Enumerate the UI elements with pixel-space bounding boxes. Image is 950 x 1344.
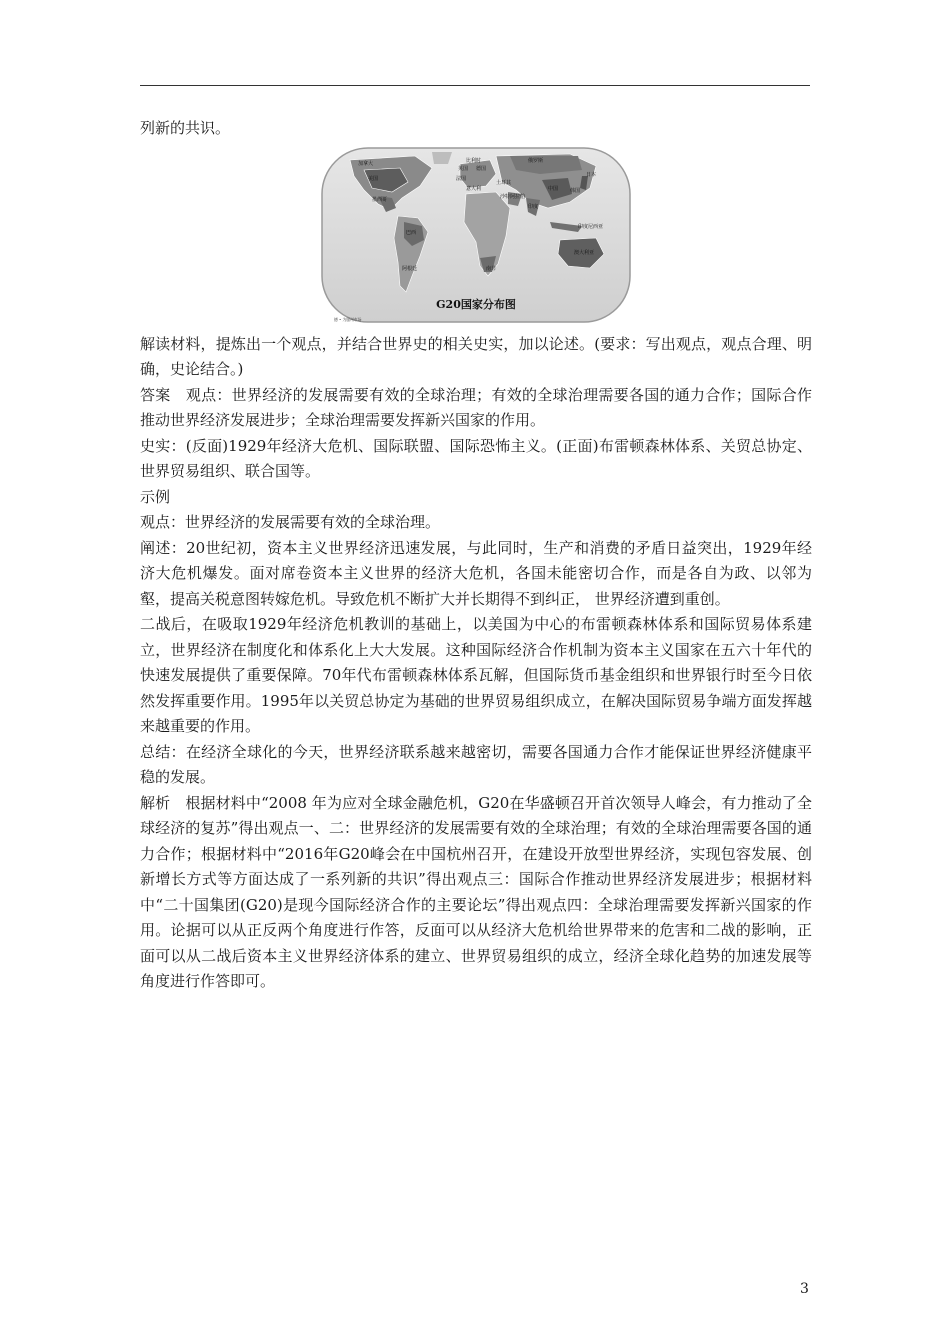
intro-tail: 列新的共识。 [140,119,231,137]
page-content [140,116,812,995]
map-label: 墨西哥 [372,196,388,203]
map-title: G20国家分布图 [436,297,516,311]
page-number: 3 [800,1281,809,1297]
map-label: 印度 [528,203,539,210]
answer-viewpoints: 答案 观点：世界经济的发展需要有效的全球治理；有效的全球治理需要各国的通力合作；国际合作推动世界经济发展进步；全球治理需要发挥新兴国家的作用。 [140,385,812,429]
analysis: 解析 根据材料中“2008 年为应对全球金融危机，G20在华盛顿召开首次领导人峰会，有力推动了全球经济的复苏”得出观点一、二：世界经济的发展需要有效的全球治理；有效的全球治理需要各国的通力合作；根据材料中“2016年G20峰会在中国杭州召开，在建设开放型世界经济，实现包容发展、创新增长方式等方面达成了一系列新的共识”得出观点三：国际合作推动世界经济发展进步；根据材料中“二十国集团(G20)是现今国际经济合作的主要论坛”得出观点四：全球治理需要发挥新兴国家的作用。论据可以从正反两个角度进行作答，反面可以从经济大危机给世界带来的危害和二战的影响，正面可以从二战后资本主义世界经济体系的建立、世界贸易组织的成立，经济全球化趋势的加速发展等角度进行作答即可。 [140,793,812,990]
answer-facts: 史实：(反面)1929年经济大危机、国际联盟、国际恐怖主义。(正面)布雷顿森林体系、关贸总协定、世界贸易组织、联合国等。 [140,436,812,480]
example-elaboration: 阐述：20世纪初，资本主义世界经济迅速发展，与此同时，生产和消费的矛盾日益突出，1929年经济大危机爆发。面对席卷资本主义世界的经济大危机，各国未能密切合作，而是各自为政、以邻为壑，提高关税意图转嫁危机。导致危机不断扩大并长期得不到纠正， 世界经济遭到重创。 [140,538,812,608]
question-prompt: 解读材料，提炼出一个观点，并结合世界史的相关史实，加以论述。(要求：写出观点，观点合理、明确，史论结合。) [140,334,812,378]
map-label: 美国 [368,175,379,182]
map-label: 阿根廷 [402,265,418,272]
map-label: 澳大利亚 [574,249,595,256]
map-credit: 德 • 为服州市场 [334,316,362,322]
example-viewpoint: 观点：世界经济的发展需要有效的全球治理。 [140,513,441,531]
map-label: 加拿大 [358,160,374,167]
map-label: 沙特阿拉伯 [500,193,526,200]
g20-world-map [320,146,632,324]
map-label: 巴西 [406,229,417,236]
map-label: 俄罗斯 [528,157,544,164]
map-figure [140,146,812,330]
map-label: 法国 [456,175,467,182]
map-label: 南非 [486,265,497,272]
example-summary: 总结：在经济全球化的今天，世界经济联系越来越密切，需要各国通力合作才能保证世界经济健康平稳的发展。 [140,742,812,786]
map-label: 意大利 [466,185,482,192]
map-label: 英国 [458,165,469,172]
map-label: 德国 [476,165,487,172]
header-rule [140,85,810,86]
map-label: 印度尼西亚 [578,223,604,230]
example-postwar: 二战后，在吸取1929年经济危机教训的基础上，以美国为中心的布雷顿森林体系和国际贸易体系建立，世界经济在制度化和体系化上大大发展。这种国际经济合作机制为资本主义国家在五六十年代的快速发展提供了重要保障。70年代布雷顿森林体系瓦解，但国际货币基金组织和世界银行时至今日依然发挥重要作用。1995年以关贸总协定为基础的世界贸易组织成立，在解决国际贸易争端方面发挥越来越重要的作用。 [140,615,812,735]
map-label: 比利时 [466,157,482,164]
map-label: 中国 [548,185,559,192]
map-label: 韩国 [570,187,581,194]
map-label: 土耳其 [496,179,512,186]
map-label: 日本 [586,171,597,178]
example-heading: 示例 [140,487,171,506]
